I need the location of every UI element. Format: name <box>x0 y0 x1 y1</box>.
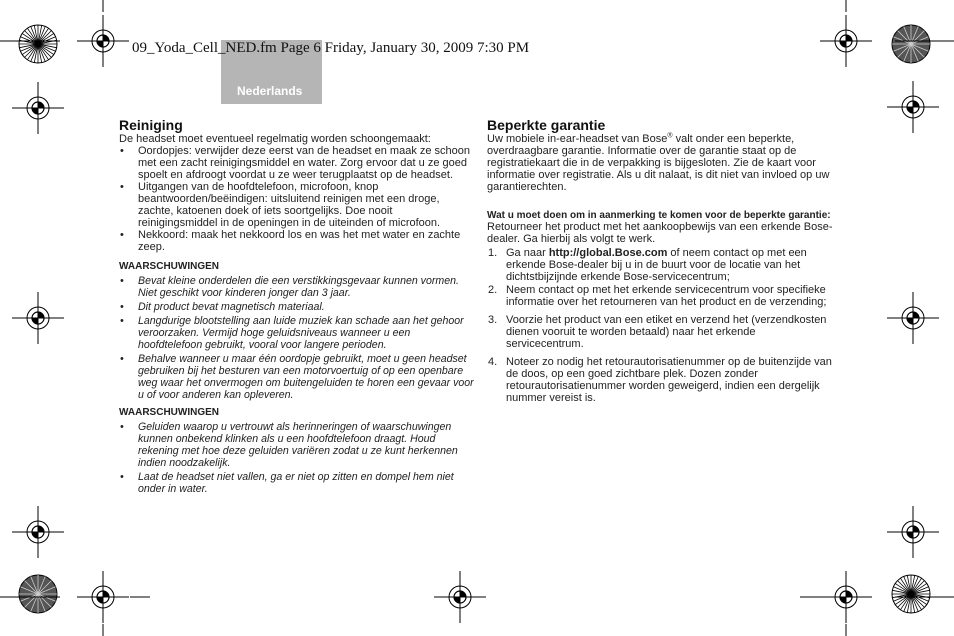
list-item: • Bevat kleine onderdelen die een verstikkingsgevaar kunnen vormen. Niet geschikt voor kinderen jonger dan 3 jaar. <box>119 275 474 299</box>
warranty-title: Beperkte garantie <box>487 117 606 133</box>
warnings-list <box>119 421 474 495</box>
warranty-steps <box>487 247 835 404</box>
cleaning-intro: De headset moet eventueel regelmatig worden schoongemaakt: <box>119 133 431 145</box>
list-item: • Dit product bevat magnetisch materiaal. <box>119 301 474 313</box>
list-item: • Nekkoord: maak het nekkoord los en was het met water en zachte zeep. <box>119 229 474 253</box>
list-item: • Oordopjes: verwijder deze eerst van de headset en maak ze schoon met een zacht reinigingsmiddel en water. Zorg ervoor dat u ze goed spoelt en afdroogt voordat u ze weer terugplaatst op de headset. <box>119 145 474 181</box>
language-tab-label: Nederlands <box>237 84 303 98</box>
warranty-section <box>487 117 835 405</box>
warranty-subheading: Wat u moet doen om in aanmerking te komen voor de beperkte garantie: <box>487 210 831 221</box>
warnings-list <box>119 275 474 401</box>
cleaning-section <box>119 117 474 497</box>
list-item: 3. Voorzie het product van een etiket en verzend het (verzendkosten dienen vooruit te worden betaald) naar het erkende servicecentrum. <box>488 314 827 350</box>
warnings-heading: WAARSCHUWINGEN <box>119 407 219 418</box>
list-item: 2. Neem contact op met het erkende servicecentrum voor specifieke informatie over het retourneren van het product en de verzending; <box>488 284 827 308</box>
file-info-line: 09_Yoda_Cell_NED.fm Page 6 Friday, January 30, 2009 7:30 PM <box>132 40 530 56</box>
list-item: • Laat de headset niet vallen, ga er niet op zitten en dompel hem niet onder in water. <box>119 471 474 495</box>
list-item: • Langdurige blootstelling aan luide muziek kan schade aan het gehoor veroorzaken. Vermijd hoge geluidsniveaus wanneer u een hoofdtelefoon gebruikt, vooral voor langere perioden. <box>119 315 474 351</box>
warnings-heading: WAARSCHUWINGEN <box>119 261 219 272</box>
list-item: 4. Noteer zo nodig het retourautorisatienummer op de buitenzijde van de doos, op een goed zichtbare plek. Dozen zonder retourautorisatienummer worden geweigerd, indien een dergelijk nummer vereist is. <box>488 356 832 404</box>
list-item: 1. Ga naar http://global.Bose.com of neem contact op met een erkende Bose-dealer bij u in de buurt voor de locatie van het dichtstbijzijnde erkende Bose-servicecentrum; <box>488 247 807 283</box>
cleaning-title: Reiniging <box>119 117 183 133</box>
list-item: • Uitgangen van de hoofdtelefoon, microfoon, knop beantwoorden/beëindigen: uitsluitend reinigen met een droge, zachte, katoenen doek of iets soortgelijks. Doe nooit reinigingsmiddel in de openingen in de uiteinden of microfoon. <box>119 181 474 229</box>
list-item: • Behalve wanneer u maar één oordopje gebruikt, moet u geen headset gebruiken bij het besturen van een motorvoertuig of op een openbare weg waar het onvermogen om buitengeluiden te horen een gevaar voor u of voor anderen kan opleveren. <box>119 353 474 401</box>
list-item: • Geluiden waarop u vertrouwt als herinneringen of waarschuwingen kunnen onbekend klinken als u een hoofdtelefoon draagt. Houd rekening met hoe deze geluiden variëren zodat u ze kunt herkennen indien noodzakelijk. <box>119 421 474 469</box>
bose-url-link[interactable]: http://global.Bose.com <box>548 247 668 259</box>
warranty-sub-intro: Retourneer het product met het aankoopbewijs van een erkende Bose-dealer. Ga hierbij als volgt te werk. <box>487 221 833 245</box>
warranty-intro: Uw mobiele in-ear-headset van Bose® valt onder een beperkte, overdraagbare garantie. Informatie over de garantie staat op de registratiekaart die in de verpakking is bijgesloten. Zie de kaart voor informatie over registratie. Als u dit nalaat, is dit niet van invloed op uw garantierechten. <box>487 132 830 193</box>
cleaning-list <box>119 145 474 253</box>
